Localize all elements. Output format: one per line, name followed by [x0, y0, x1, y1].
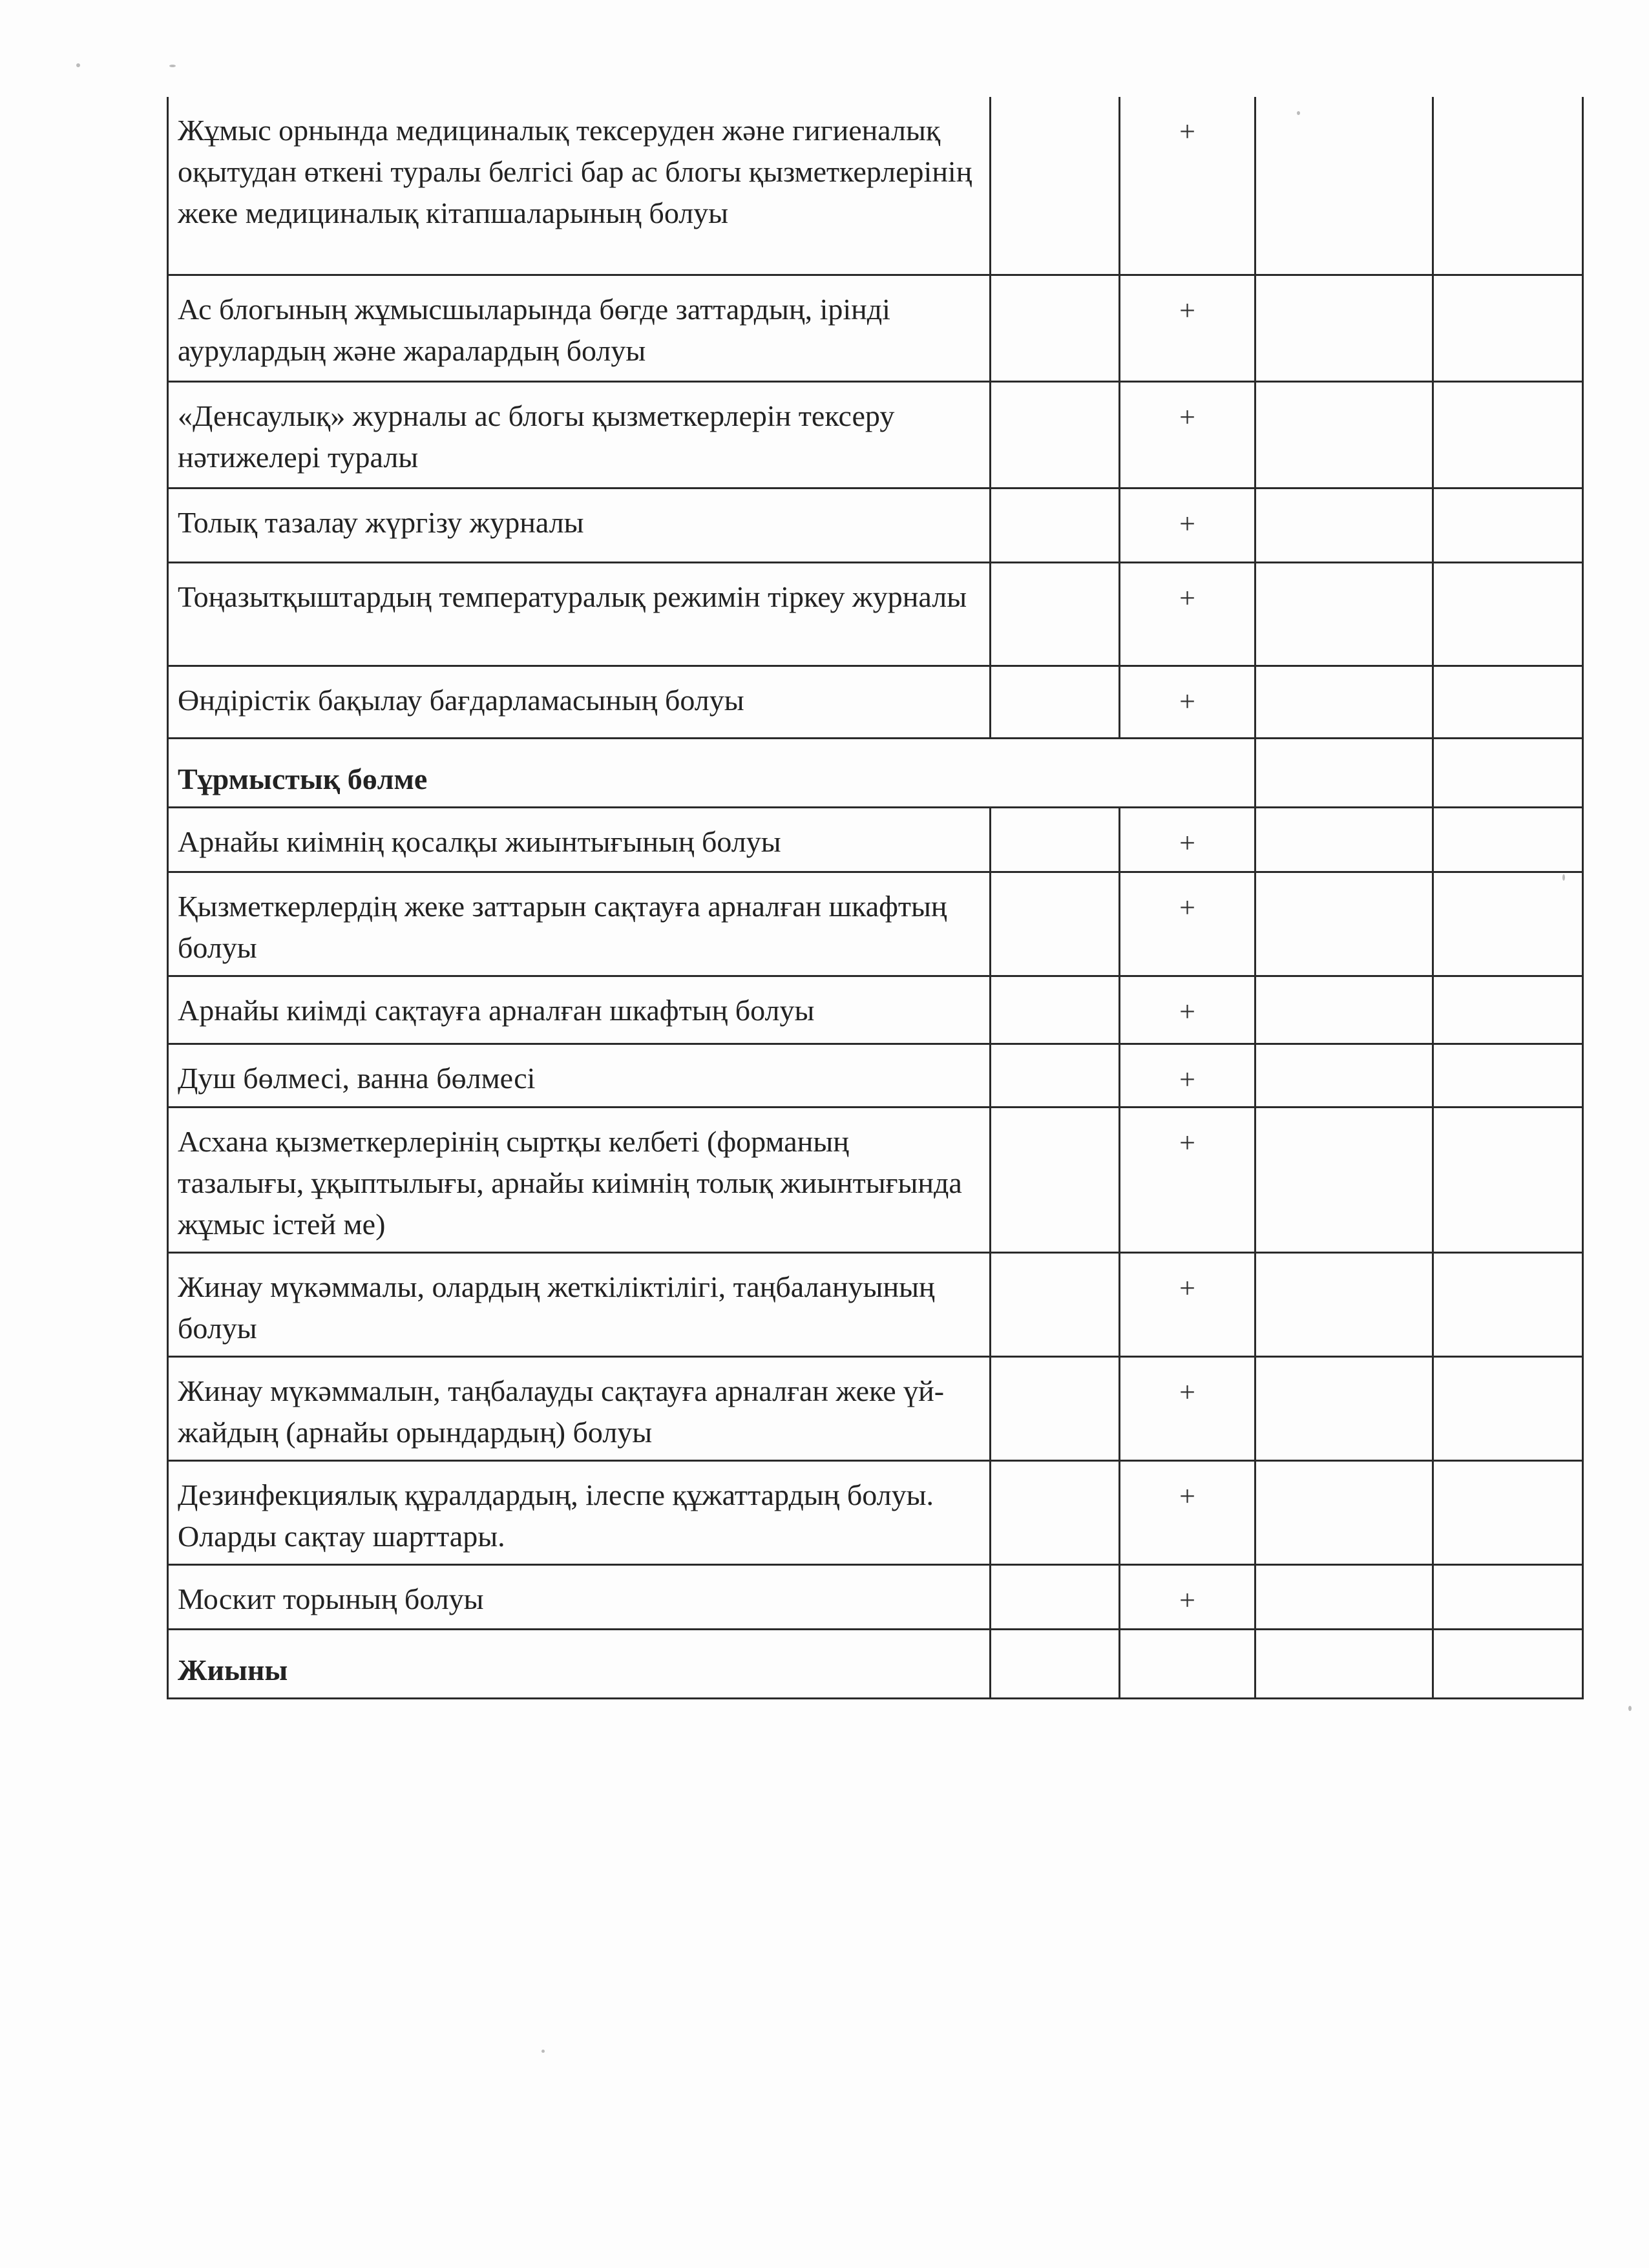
empty-cell — [1255, 1107, 1433, 1252]
criterion-cell: Толық тазалау жүргізу журналы — [168, 488, 991, 562]
empty-cell — [1255, 275, 1433, 381]
criterion-cell: Дезинфекциялық құралдардың, ілеспе құжаттардың болуы. Оларды сақтау шарттары. — [168, 1460, 991, 1564]
table-row — [168, 275, 1583, 381]
table-row — [168, 1460, 1583, 1564]
empty-cell — [991, 1356, 1120, 1460]
empty-cell — [991, 1252, 1120, 1356]
empty-cell — [991, 1460, 1120, 1564]
empty-cell — [1433, 275, 1583, 381]
empty-cell — [991, 1044, 1120, 1107]
empty-cell — [991, 97, 1120, 275]
empty-cell — [991, 1629, 1120, 1698]
check-mark-cell: + — [1120, 275, 1255, 381]
empty-cell — [1433, 666, 1583, 738]
check-mark-cell: + — [1120, 1044, 1255, 1107]
empty-cell — [1433, 97, 1583, 275]
check-mark-cell: + — [1120, 1252, 1255, 1356]
table-row — [168, 1564, 1583, 1629]
empty-cell — [991, 275, 1120, 381]
check-mark-cell: + — [1120, 1107, 1255, 1252]
empty-cell — [991, 807, 1120, 872]
check-mark-cell: + — [1120, 1564, 1255, 1629]
empty-cell — [1433, 738, 1583, 807]
criterion-cell: Москит торының болуы — [168, 1564, 991, 1629]
empty-cell — [991, 666, 1120, 738]
table-row — [168, 872, 1583, 976]
check-mark-cell: + — [1120, 666, 1255, 738]
empty-cell — [1255, 488, 1433, 562]
criterion-cell: Жинау мүкәммалын, таңбалауды сақтауға арналған жеке үй-жайдың (арнайы орындардың) болуы — [168, 1356, 991, 1460]
criterion-cell: «Денсаулық» журналы ас блогы қызметкерлерін тексеру нәтижелері туралы — [168, 381, 991, 488]
section-row — [168, 738, 1583, 807]
table-row — [168, 562, 1583, 666]
criterion-cell: Өндірістік бақылау бағдарламасының болуы — [168, 666, 991, 738]
check-mark-cell: + — [1120, 1356, 1255, 1460]
criterion-cell: Қызметкерлердің жеке заттарын сақтауға арналған шкафтың болуы — [168, 872, 991, 976]
empty-cell — [991, 1564, 1120, 1629]
empty-cell — [1433, 1107, 1583, 1252]
check-mark-cell: + — [1120, 488, 1255, 562]
table-row — [168, 1252, 1583, 1356]
check-mark-cell: + — [1120, 97, 1255, 275]
empty-cell — [1433, 976, 1583, 1044]
scan-speck — [169, 65, 176, 67]
empty-cell — [991, 488, 1120, 562]
empty-cell — [1255, 1460, 1433, 1564]
empty-cell — [1255, 381, 1433, 488]
scan-speck — [1628, 1706, 1632, 1711]
table-row — [168, 807, 1583, 872]
check-mark-cell: + — [1120, 807, 1255, 872]
empty-cell — [1255, 872, 1433, 976]
criterion-cell: Тоңазытқыштардың температуралық режимін тіркеу журналы — [168, 562, 991, 666]
total-row — [168, 1629, 1583, 1698]
criterion-cell: Арнайы киімді сақтауға арналған шкафтың болуы — [168, 976, 991, 1044]
empty-cell — [1433, 562, 1583, 666]
empty-cell — [991, 872, 1120, 976]
empty-cell — [1433, 1356, 1583, 1460]
empty-cell — [1433, 1564, 1583, 1629]
empty-cell — [1433, 807, 1583, 872]
criterion-cell: Асхана қызметкерлерінің сыртқы келбеті (форманың тазалығы, ұқыптылығы, арнайы киімнің толық жиынтығында жұмыс істей ме) — [168, 1107, 991, 1252]
empty-cell — [991, 1107, 1120, 1252]
empty-cell — [1255, 807, 1433, 872]
empty-cell — [1255, 1252, 1433, 1356]
empty-cell — [1433, 1044, 1583, 1107]
criterion-cell: Ас блогының жұмысшыларында бөгде заттардың, ірінді аурулардың және жаралардың болуы — [168, 275, 991, 381]
scan-speck — [541, 2050, 545, 2053]
check-mark-cell: + — [1120, 872, 1255, 976]
total-label: Жиыны — [168, 1629, 991, 1698]
empty-cell — [1255, 1629, 1433, 1698]
table-row — [168, 1356, 1583, 1460]
empty-cell — [1433, 1252, 1583, 1356]
table-row — [168, 488, 1583, 562]
empty-cell — [1433, 488, 1583, 562]
empty-cell — [991, 381, 1120, 488]
section-heading: Тұрмыстық бөлме — [168, 738, 1255, 807]
scan-speck — [76, 63, 80, 67]
check-mark-cell: + — [1120, 976, 1255, 1044]
inspection-checklist-table — [167, 97, 1584, 1699]
empty-cell — [1255, 976, 1433, 1044]
empty-cell — [1255, 738, 1433, 807]
table-row — [168, 97, 1583, 275]
empty-cell — [1120, 1629, 1255, 1698]
table-row — [168, 666, 1583, 738]
table-row — [168, 1044, 1583, 1107]
table-row — [168, 381, 1583, 488]
empty-cell — [1433, 872, 1583, 976]
empty-cell — [1255, 1044, 1433, 1107]
criterion-cell: Жинау мүкәммалы, олардың жеткіліктілігі, таңбалануының болуы — [168, 1252, 991, 1356]
empty-cell — [1433, 1629, 1583, 1698]
criterion-cell: Душ бөлмесі, ванна бөлмесі — [168, 1044, 991, 1107]
empty-cell — [1433, 1460, 1583, 1564]
criterion-cell: Арнайы киімнің қосалқы жиынтығының болуы — [168, 807, 991, 872]
check-mark-cell: + — [1120, 562, 1255, 666]
check-mark-cell: + — [1120, 381, 1255, 488]
empty-cell — [991, 562, 1120, 666]
criterion-cell: Жұмыс орнында медициналық тексеруден және гигиеналық оқытудан өткені туралы белгісі бар ас блогы қызметкерлерінің жеке медициналық кітапшаларының болуы — [168, 97, 991, 275]
empty-cell — [991, 976, 1120, 1044]
table-row — [168, 1107, 1583, 1252]
table-row — [168, 976, 1583, 1044]
empty-cell — [1255, 1356, 1433, 1460]
empty-cell — [1255, 666, 1433, 738]
check-mark-cell: + — [1120, 1460, 1255, 1564]
empty-cell — [1255, 1564, 1433, 1629]
empty-cell — [1255, 97, 1433, 275]
empty-cell — [1433, 381, 1583, 488]
empty-cell — [1255, 562, 1433, 666]
